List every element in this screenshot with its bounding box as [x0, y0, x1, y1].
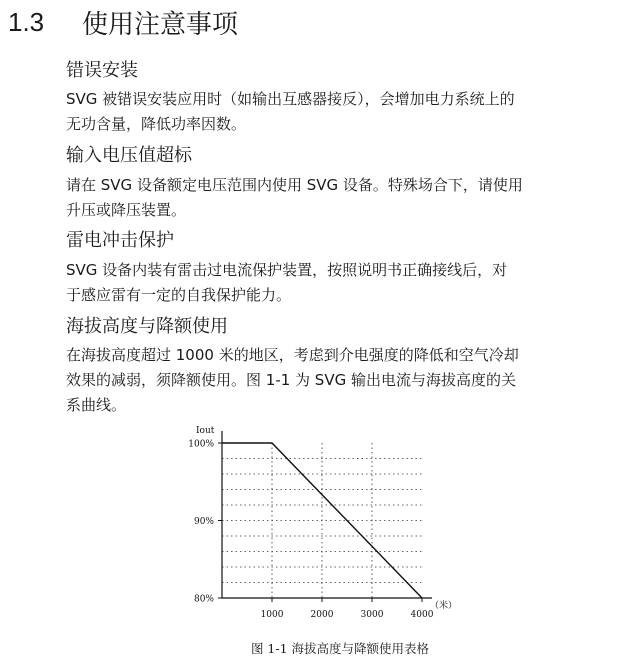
paragraph-line: 无功含量，降低功率因数。 — [66, 115, 247, 133]
paragraph-line: 请在 SVG 设备额定电压范围内使用 SVG 设备。特殊场合下，请使用 — [66, 176, 523, 194]
x-tick-label: 2000 — [310, 610, 334, 620]
chart-labels — [188, 426, 457, 620]
subsection-heading-install: 错误安装 — [66, 60, 138, 81]
subsection-heading-voltage: 输入电压值超标 — [66, 145, 192, 166]
paragraph-line: SVG 被错误安装应用时（如输出互感器接反），会增加电力系统上的 — [66, 90, 515, 108]
x-tick-label: 4000 — [410, 610, 434, 620]
figure-caption: 图 1-1 海拔高度与降额使用表格 — [250, 641, 430, 656]
y-tick-label: 90% — [193, 517, 214, 527]
paragraph-altitude — [66, 343, 606, 418]
subsection-heading-lightning: 雷电冲击保护 — [66, 230, 174, 251]
paragraph-voltage — [66, 173, 606, 223]
x-tick-label: 1000 — [260, 610, 284, 620]
x-tick-label: 3000 — [360, 610, 384, 620]
paragraph-line: 于感应雷有一定的自我保护能力。 — [66, 286, 292, 304]
paragraph-line: 升压或降压装置。 — [66, 201, 187, 219]
x-axis-label: （米） — [430, 601, 458, 611]
paragraph-lightning — [66, 258, 606, 308]
chart-grid — [222, 443, 422, 598]
chart-axes — [218, 431, 432, 602]
section-title: 使用注意事项 — [82, 9, 239, 40]
paragraph-line: 系曲线。 — [66, 396, 127, 414]
paragraph-line: 在海拔高度超过 1000 米的地区，考虑到介电强度的降低和空气冷却 — [66, 346, 519, 364]
altitude-derating-chart — [160, 418, 480, 638]
y-axis-label: Iout — [196, 426, 215, 436]
section-heading — [8, 4, 238, 40]
paragraph-line: 效果的减弱，须降额使用。图 1-1 为 SVG 输出电流与海拔高度的关 — [66, 371, 516, 389]
paragraph-install — [66, 87, 606, 137]
section-number: 1.3 — [8, 6, 45, 37]
y-tick-label: 100% — [188, 439, 214, 450]
y-tick-label: 80% — [193, 594, 214, 605]
subsection-heading-altitude: 海拔高度与降额使用 — [66, 316, 228, 337]
paragraph-line: SVG 设备内装有雷击过电流保护装置，按照说明书正确接线后，对 — [66, 261, 508, 279]
